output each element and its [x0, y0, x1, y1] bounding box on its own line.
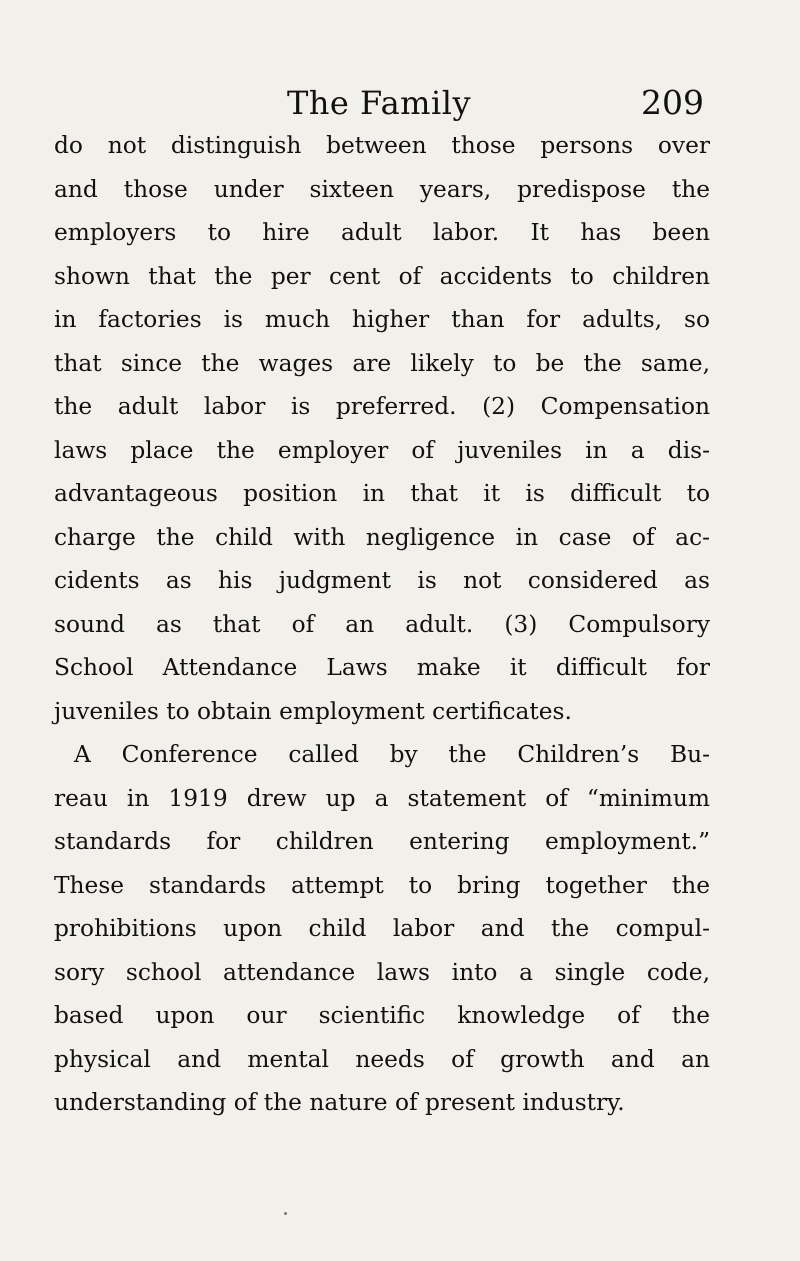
running-title: The Family — [286, 84, 472, 122]
running-head — [54, 78, 704, 128]
paper-speck — [284, 1212, 287, 1215]
text-line: sory school attendance laws into a single code, — [54, 958, 710, 986]
text-line: prohibitions upon child labor and the compul- — [54, 915, 710, 942]
text-line: School Attendance Laws make it difficult for — [54, 654, 710, 681]
body-text — [54, 124, 710, 1125]
text-line: charge the child with negligence in case of ac- — [54, 523, 710, 551]
text-line: juveniles to obtain employment certificates. — [54, 697, 572, 725]
text-line: and those under sixteen years, predispose the — [54, 175, 710, 203]
text-line: based upon our scientific knowledge of the — [54, 1002, 710, 1029]
text-line: physical and mental needs of growth and an — [54, 1045, 710, 1073]
page-number: 209 — [641, 83, 704, 122]
text-line: understanding of the nature of present industry. — [54, 1089, 625, 1116]
text-line: the adult labor is preferred. (2) Compensation — [54, 393, 710, 420]
text-line: A Conference called by the Children’s Bu- — [74, 741, 710, 768]
text-line: sound as that of an adult. (3) Compulsory — [54, 610, 710, 638]
text-line: These standards attempt to bring together the — [54, 871, 710, 899]
text-line: employers to hire adult labor. It has been — [54, 219, 710, 246]
text-line: in factories is much higher than for adults, so — [54, 306, 710, 333]
text-line: reau in 1919 drew up a statement of “minimum — [54, 784, 710, 812]
text-line: that since the wages are likely to be the same, — [54, 349, 710, 377]
text-line: standards for children entering employment.” — [54, 828, 710, 855]
text-line: cidents as his judgment is not considered as — [54, 567, 710, 594]
text-line: laws place the employer of juveniles in a dis- — [54, 436, 710, 464]
text-line: do not distinguish between those persons over — [54, 132, 710, 159]
text-line: advantageous position in that it is difficult to — [54, 480, 710, 507]
text-line: shown that the per cent of accidents to children — [54, 262, 710, 290]
